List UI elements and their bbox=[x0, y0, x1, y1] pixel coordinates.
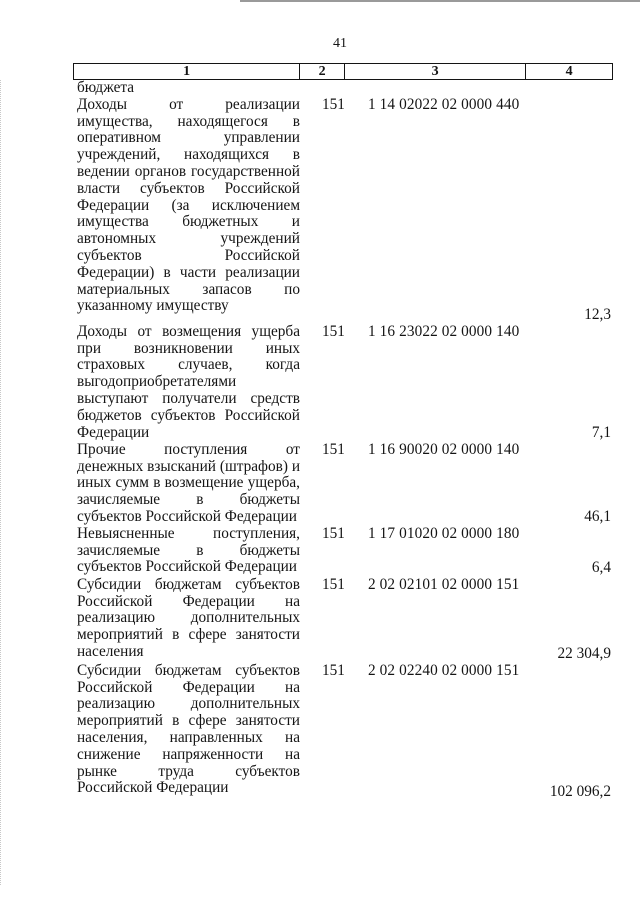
header-col-1: 1 bbox=[74, 64, 300, 79]
row-admin-code: 151 bbox=[322, 95, 345, 113]
row-description: Субсидии бюджетам субъектов Российской Федерации на реализацию дополнительных мероприятий в сфере занятости населения, направленных на снижение напряженности на рынке труда субъектов Российской Федерации bbox=[77, 661, 300, 797]
row-kbk-code: 1 16 90020 02 0000 140 bbox=[368, 440, 520, 458]
row-description: Субсидии бюджетам субъектов Российской Федерации на реализацию дополнительных мероприятий в сфере занятости населения bbox=[77, 575, 300, 660]
row-amount: 6,4 bbox=[591, 559, 611, 576]
header-col-2: 2 bbox=[300, 64, 345, 79]
row-amount: 102 096,2 bbox=[549, 783, 611, 800]
row-admin-code: 151 bbox=[322, 661, 345, 679]
table-row bbox=[77, 97, 613, 324]
row-amount: 46,1 bbox=[584, 508, 611, 525]
row-amount: 12,3 bbox=[584, 306, 611, 323]
row-kbk-code: 1 14 02022 02 0000 440 bbox=[368, 95, 520, 113]
header-col-4: 4 bbox=[565, 64, 573, 79]
row-kbk-code: 1 17 01020 02 0000 180 bbox=[368, 524, 520, 542]
carry-over-text: бюджета bbox=[77, 79, 135, 96]
page-number: 41 bbox=[333, 36, 347, 51]
table-row bbox=[77, 526, 613, 577]
table-body bbox=[77, 80, 613, 801]
table-row bbox=[77, 577, 613, 663]
row-admin-code: 151 bbox=[322, 524, 345, 542]
row-admin-code: 151 bbox=[322, 322, 345, 340]
row-description: Доходы от возмещения ущерба при возникновении иных страховых случаев, когда выгодоприобретателями выступают получатели средств бюджетов субъектов Российской Федерации bbox=[77, 322, 300, 441]
scan-top-edge bbox=[240, 0, 640, 2]
header-col-3: 3 bbox=[345, 64, 526, 79]
row-admin-code: 151 bbox=[322, 575, 345, 593]
row-kbk-code: 2 02 02240 02 0000 151 bbox=[368, 661, 520, 679]
table-row bbox=[77, 663, 613, 801]
row-admin-code: 151 bbox=[322, 440, 345, 458]
table-row bbox=[77, 324, 613, 442]
row-amount: 22 304,9 bbox=[557, 645, 611, 662]
row-description: Доходы от реализации имущества, находящегося в оперативном управлении учреждений, находящихся в ведении органов государственной власти субъектов Российской Федерации (за исключением имущества бюджетных и автономных учреждений субъектов Российской Федерации) в части реализации материальных запасов по указанному имуществу bbox=[77, 95, 300, 315]
row-kbk-code: 1 16 23022 02 0000 140 bbox=[368, 322, 520, 340]
row-description: Прочие поступления от денежных взысканий (штрафов) и иных сумм в возмещение ущерба, зачисляемые в бюджеты субъектов Российской Федерации bbox=[77, 440, 300, 525]
table-row bbox=[77, 442, 613, 526]
table-header bbox=[73, 63, 613, 80]
row-description: Невыясненные поступления, зачисляемые в бюджеты субъектов Российской Федерации bbox=[77, 524, 300, 576]
scan-left-edge bbox=[0, 80, 2, 885]
row-kbk-code: 2 02 02101 02 0000 151 bbox=[368, 575, 520, 593]
row-amount: 7,1 bbox=[591, 424, 611, 441]
